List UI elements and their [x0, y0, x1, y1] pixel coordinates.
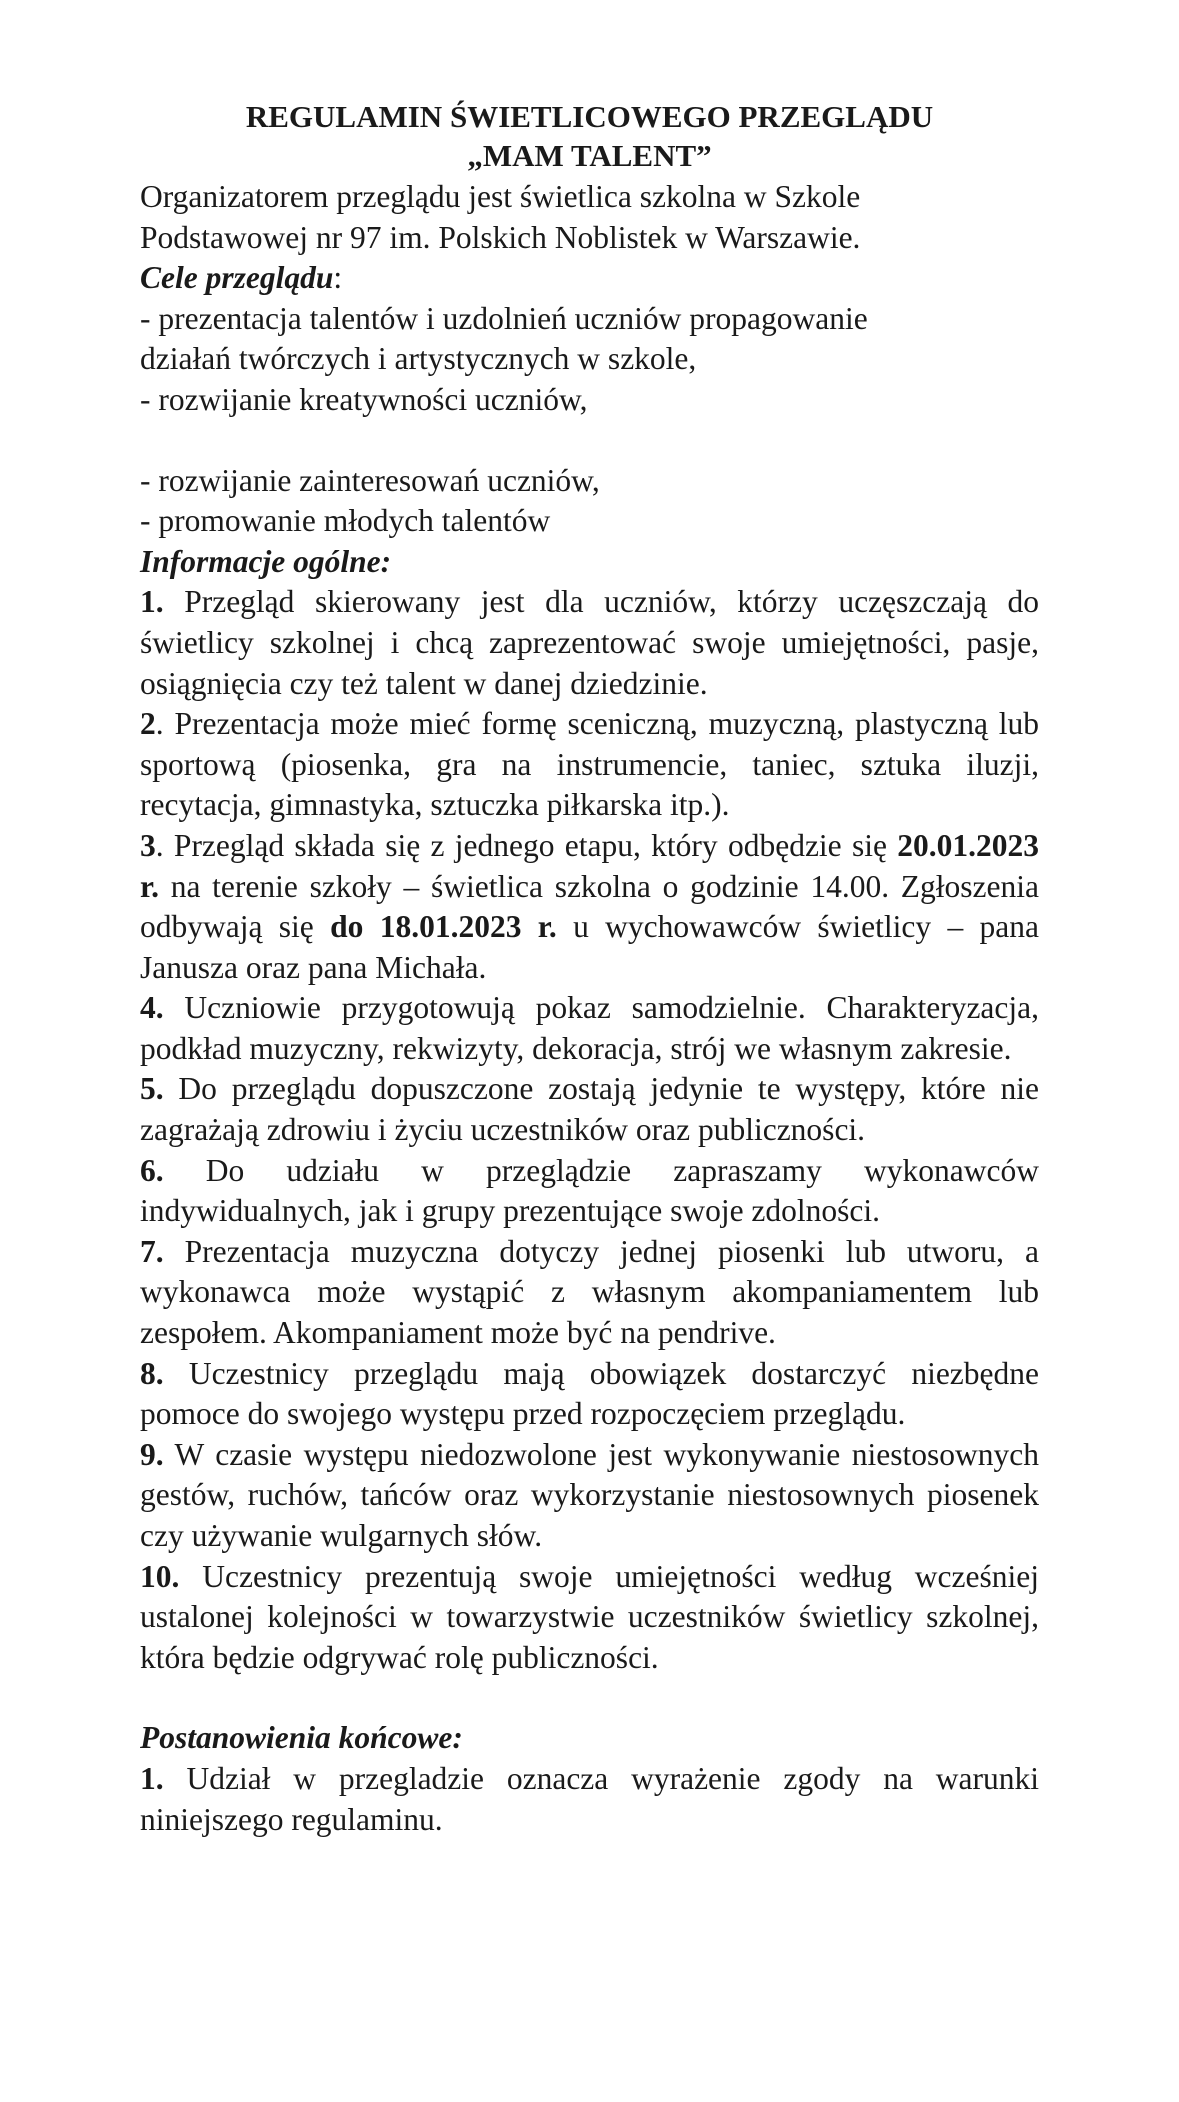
final-rule-1-text: Udział w przegladzie oznacza wyrażenie zgody na warunki niniejszego regulaminu.	[140, 1760, 1039, 1837]
rule-4-text: Uczniowie przygotowują pokaz samodzielnie. Charakteryzacja, podkład muzyczny, rekwizyty, dekoracja, strój we własnym zakresie.	[140, 990, 1039, 1066]
goals-heading	[140, 258, 1039, 299]
rule-1-number: 1.	[140, 584, 164, 620]
goals-heading-colon: :	[333, 260, 343, 296]
rule-6-number: 6.	[140, 1152, 164, 1188]
rule-3	[140, 826, 1039, 988]
rule-8	[140, 1354, 1039, 1435]
goal-item-1-line-2: działań twórczych i artystycznych w szkole,	[140, 341, 697, 377]
rule-7-text: Prezentacja muzyczna dotyczy jednej piosenki lub utworu, a wykonawca może wystąpić z własnym akompaniamentem lub zespołem. Akompaniament może być na pendrive.	[140, 1233, 1039, 1351]
final-rule-1-number: 1.	[140, 1760, 164, 1796]
rule-6-text: Do udziału w przeglądzie zapraszamy wykonawców indywidualnych, jak i grupy prezentujące swoje zdolności.	[140, 1152, 1039, 1229]
rule-8-text: Uczestnicy przeglądu mają obowiązek dostarczyć niezbędne pomoce do swojego występu przed rozpoczęciem przeglądu.	[140, 1355, 1039, 1432]
rule-5-number: 5.	[140, 1071, 164, 1107]
rule-1	[140, 582, 1039, 704]
event-date: 20.01.2023 r.	[140, 827, 1039, 904]
rule-6	[140, 1151, 1039, 1232]
rule-10-number: 10.	[140, 1558, 180, 1594]
rule-7	[140, 1232, 1039, 1354]
rule-9	[140, 1435, 1039, 1557]
rule-3-number: 3	[140, 827, 156, 863]
rule-1-text: Przegląd skierowany jest dla uczniów, którzy uczęszczają do świetlicy szkolnej i chcą zaprezentować swoje umiejętności, pasje, osiągnięcia czy też talent w danej dziedzinie.	[140, 584, 1039, 701]
rule-3-text-a: . Przegląd składa się z jednego etapu, który odbędzie się	[155, 827, 898, 863]
rule-9-number: 9.	[140, 1436, 164, 1472]
rule-8-number: 8.	[140, 1355, 164, 1391]
title-line-2: „MAM TALENT”	[467, 138, 712, 173]
regulations-document	[140, 97, 1039, 1840]
goal-item-3: - rozwijanie zainteresowań uczniów,	[140, 462, 600, 498]
title-line-1: REGULAMIN ŚWIETLICOWEGO PRZEGLĄDU	[245, 99, 934, 134]
rule-2-text: . Prezentacja może mieć formę sceniczną, muzyczną, plastyczną lub sportową (piosenka, gra na instrumencie, taniec, sztuka iluzji, recytacja, gimnastyka, sztuczka piłkarska itp.).	[140, 706, 1039, 823]
rule-3-text-c: u wychowawców świetlicy – pana Janusza oraz pana Michała.	[140, 909, 1039, 985]
rule-7-number: 7.	[140, 1233, 164, 1269]
final-rule-1	[140, 1759, 1039, 1840]
rule-2-number: 2	[140, 706, 156, 742]
rule-10-text: Uczestnicy prezentują swoje umiejętności według wcześniej ustalonej kolejności w towarzystwie uczestników świetlicy szkolnej, która będzie odgrywać rolę publiczności.	[140, 1558, 1039, 1675]
rule-5-text: Do przeglądu dopuszczone zostają jedynie te występy, które nie zagrażają zdrowiu i życiu uczestników oraz publiczności.	[140, 1071, 1039, 1148]
goals-list-continued	[140, 461, 1039, 542]
document-title	[140, 97, 1039, 175]
blank-line	[140, 421, 1039, 461]
rule-9-text: W czasie występu niedozwolone jest wykonywanie niestosownych gestów, ruchów, tańców oraz wykorzystanie niestosownych piosenek czy używanie wulgarnych słów.	[140, 1436, 1039, 1553]
rule-4	[140, 988, 1039, 1069]
goal-item-1-line-1: - prezentacja talentów i uzdolnień uczniów propagowanie	[140, 300, 868, 336]
blank-line	[140, 1678, 1039, 1718]
goals-heading-text: Cele przeglądu	[140, 260, 334, 296]
final-provisions-heading: Postanowienia końcowe:	[140, 1720, 463, 1756]
goal-item-4: - promowanie młodych talentów	[140, 503, 551, 539]
goal-item-2: - rozwijanie kreatywności uczniów,	[140, 381, 588, 417]
intro-paragraph	[140, 177, 1039, 258]
intro-line-1: Organizatorem przeglądu jest świetlica szkolna w Szkole	[140, 179, 861, 214]
rule-2	[140, 704, 1039, 826]
rule-10	[140, 1557, 1039, 1679]
goals-list	[140, 299, 1039, 421]
registration-deadline: do 18.01.2023 r.	[330, 909, 557, 945]
rule-5	[140, 1069, 1039, 1150]
rule-3-text-b: na terenie szkoły – świetlica szkolna o godzinie 14.00. Zgłoszenia odbywają się	[140, 868, 1039, 945]
intro-line-2: Podstawowej nr 97 im. Polskich Noblistek w Warszawie.	[140, 219, 861, 255]
general-info-heading: Informacje ogólne:	[140, 543, 392, 579]
rule-4-number: 4.	[140, 990, 164, 1026]
